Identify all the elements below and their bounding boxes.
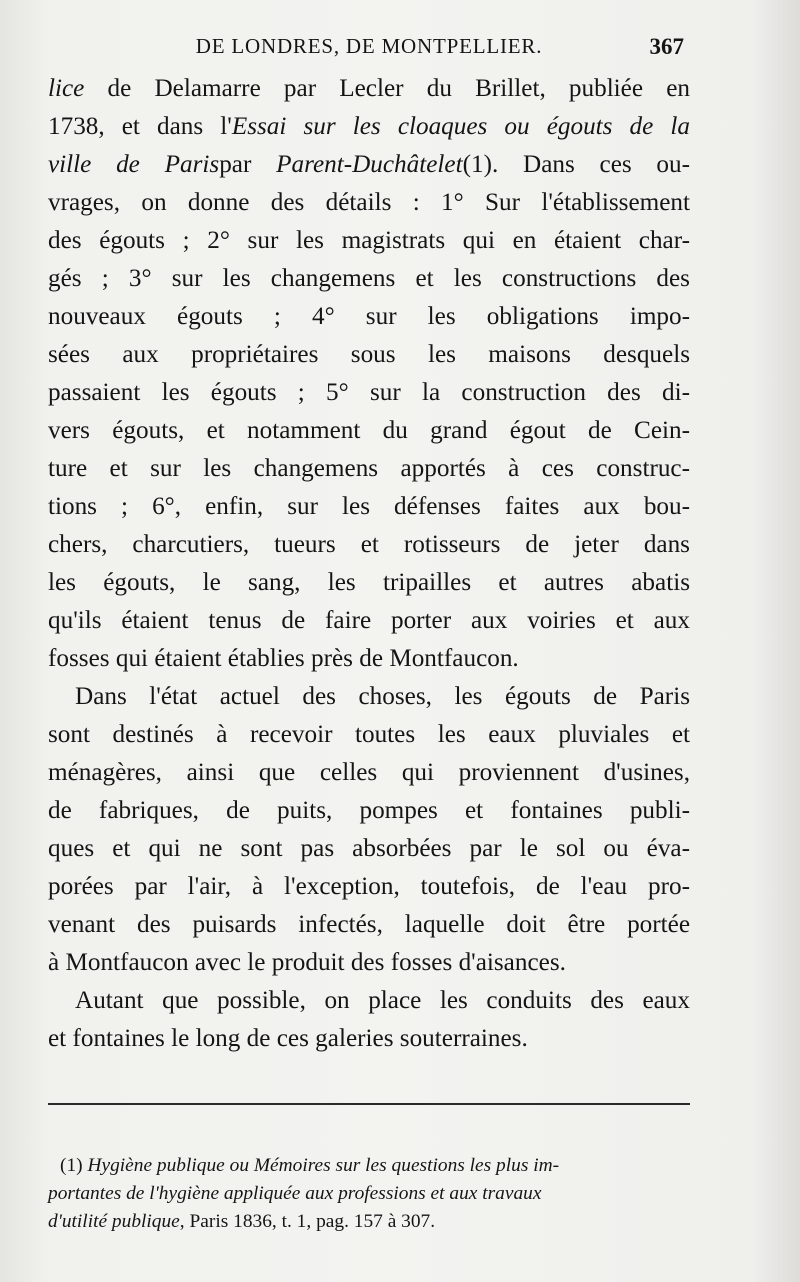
text-line [48,716,690,754]
text-line [48,222,690,260]
text-run: porées par l'air, à l'exception, toutefois, de l'eau pro- [48,873,690,900]
text-line [48,602,690,640]
text-run: sont destinés à recevoir toutes les eaux pluviales et [48,721,690,748]
text-run: (1). Dans ces ou- [462,151,690,178]
text-run: ture et sur les changemens apportés à ces construc- [48,455,690,482]
text-run: vrages, on donne des détails : 1° Sur l'établissement [48,189,690,216]
text-run: passaient les égouts ; 5° sur la construction des di- [48,379,690,406]
text-line [48,564,690,602]
text-run: vers égouts, et notamment du grand égout de Cein- [48,417,690,444]
text-line [48,792,690,830]
text-run: chers, charcutiers, tueurs et rotisseurs de jeter dans [48,531,690,558]
text-line [48,754,690,792]
text-line [48,906,690,944]
text-run: Essai sur les cloaques ou égouts de la [231,113,690,140]
text-line [48,184,690,222]
footnote-rule [48,1103,690,1105]
text-run: à Montfaucon avec le produit des fosses d'aisances. [48,949,566,976]
footnote-line [48,1152,700,1180]
running-title: DE LONDRES, DE MONTPELLIER. [195,34,543,58]
text-run: ville de Paris [48,151,220,178]
text-run: de fabriques, de puits, pompes et fontaines publi- [48,797,690,824]
body-text [48,70,690,1058]
text-line [48,108,690,146]
text-run: les égouts, le sang, les tripailles et autres abatis [48,569,690,596]
text-run: Autant que possible, on place les conduits des eaux [75,987,690,1014]
text-run: des égouts ; 2° sur les magistrats qui en étaient char- [48,227,690,254]
page-number: 367 [649,34,684,59]
text-run: qu'ils étaient tenus de faire porter aux voiries et aux [48,607,690,634]
text-run: fosses qui étaient établies près de Montfaucon. [48,645,519,672]
text-run: Dans l'état actuel des choses, les égouts de Paris [75,683,690,710]
text-line [48,830,690,868]
text-line [48,336,690,374]
running-head [48,34,690,68]
footnote-run: d'utilité publique [48,1211,180,1232]
text-run: de Delamarre par Lecler du Brillet, publiée en [84,75,690,102]
text-line [48,488,690,526]
text-run: par [219,151,277,178]
footnote-run: portantes de l'hygiène appliquée aux professions et aux travaux [48,1183,542,1204]
footnote-run: Hygiène publique ou Mémoires sur les questions les plus im- [87,1155,560,1176]
text-run: ques et qui ne sont pas absorbées par le sol ou éva- [48,835,690,862]
text-line [48,526,690,564]
text-run: ménagères, ainsi que celles qui proviennent d'usines, [48,759,690,786]
text-line [48,374,690,412]
text-run: sées aux propriétaires sous les maisons desquels [48,341,690,368]
text-run: venant des puisards infectés, laquelle doit être portée [48,911,690,938]
text-line [48,298,690,336]
text-run: Parent-Duchâtelet [276,151,463,178]
text-line [48,640,690,678]
text-line [48,944,690,982]
text-line [48,678,690,716]
text-line [48,70,690,108]
text-run: nouveaux égouts ; 4° sur les obligations impo- [48,303,690,330]
footnote [48,1152,700,1236]
text-line [48,1020,690,1058]
text-line [48,450,690,488]
text-run: lice [48,75,85,102]
footnote-line [48,1180,700,1208]
text-line [48,868,690,906]
text-line [48,982,690,1020]
text-line [48,260,690,298]
text-run: gés ; 3° sur les changemens et les constructions des [48,265,690,292]
text-line [48,146,690,184]
text-run: tions ; 6°, enfin, sur les défenses faites aux bou- [48,493,690,520]
text-run: 1738, et dans l' [48,113,232,140]
footnote-run: , Paris 1836, t. 1, pag. 157 à 307. [179,1211,436,1232]
text-line [48,412,690,450]
footnote-line [48,1208,700,1236]
footnote-run: (1) [60,1155,88,1176]
text-run: et fontaines le long de ces galeries souterraines. [48,1025,528,1052]
